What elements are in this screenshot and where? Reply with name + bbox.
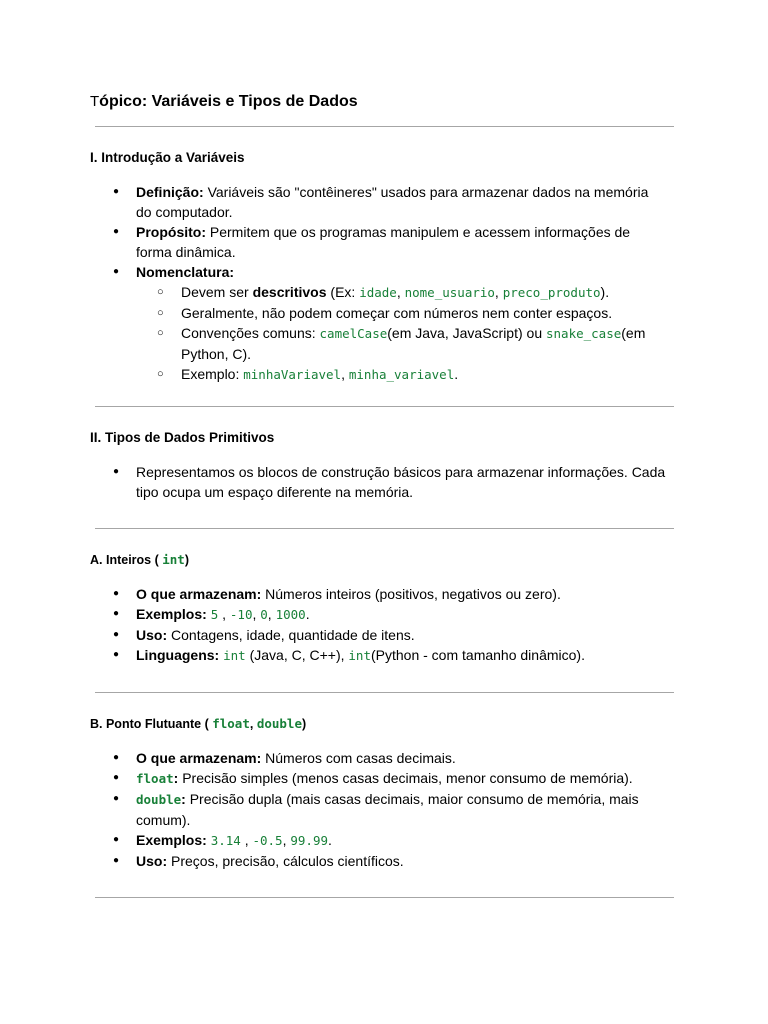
list-item: ● float: Precisão simples (menos casas decimais, menor consumo de memória). [0, 768, 666, 789]
sub-list-item: ○ Convenções comuns: camelCase(em Java, JavaScript) ou snake_case(em Python, C). [136, 323, 671, 364]
list-item: ● double: Precisão dupla (mais casas decimais, maior consumo de memória, mais comum). [0, 789, 666, 830]
tipos-list [0, 462, 768, 502]
section-heading-inteiros: A. Inteiros ( int) [90, 552, 189, 567]
list-item: ● Representamos os blocos de construção básicos para armazenar informações. Cada tipo ocupa um espaço diferente na memória. [0, 462, 666, 502]
list-item: ● Nomenclatura: ○ Devem ser descritivos (Ex: idade, nome_usuario, preco_produto). ○ Geralmente, não podem começar com números nem conter espaços. ○ Convenções comuns: camelCase(em Java, JavaScript) ou snake_case(em Python, C). ○ Exemplo: minhaVariavel, minha_variavel. [0, 262, 666, 385]
divider-5 [95, 897, 674, 898]
divider-3 [95, 528, 674, 529]
list-item: ● O que armazenam: Números com casas decimais. [0, 748, 666, 768]
ponto-flutuante-list [0, 748, 768, 871]
divider-2 [95, 406, 674, 407]
list-item: ● Exemplos: 5 , -10, 0, 1000. [0, 604, 666, 625]
sub-list-item: ○ Geralmente, não podem começar com números nem conter espaços. [136, 303, 671, 323]
sub-list-item: ○ Exemplo: minhaVariavel, minha_variavel. [136, 364, 671, 385]
title-prefix: T [90, 93, 100, 110]
page-title [90, 93, 358, 111]
section-heading-variaveis: I. Introdução a Variáveis [90, 150, 245, 165]
list-item: ● O que armazenam: Números inteiros (positivos, negativos ou zero). [0, 584, 666, 604]
inteiros-list [0, 584, 768, 666]
divider-1 [95, 126, 674, 127]
title-rest: ópico: Variáveis e Tipos de Dados [99, 93, 358, 110]
divider-4 [95, 692, 674, 693]
list-item: ● Uso: Preços, precisão, cálculos científicos. [0, 851, 666, 871]
list-item: ● Definição: Variáveis são "contêineres" usados para armazenar dados na memória do computador. [0, 182, 666, 222]
section-heading-ponto-flutuante: B. Ponto Flutuante ( float, double) [90, 716, 307, 731]
list-item: ● Propósito: Permitem que os programas manipulem e acessem informações de forma dinâmica. [0, 222, 666, 262]
list-item: ● Exemplos: 3.14 , -0.5, 99.99. [0, 830, 666, 851]
section-heading-tipos: II. Tipos de Dados Primitivos [90, 430, 275, 445]
variaveis-list [0, 182, 768, 385]
nomenclatura-sublist [136, 282, 666, 385]
sub-list-item: ○ Devem ser descritivos (Ex: idade, nome_usuario, preco_produto). [136, 282, 671, 303]
list-item: ● Uso: Contagens, idade, quantidade de itens. [0, 625, 666, 645]
list-item: ● Linguagens: int (Java, C, C++), int(Python - com tamanho dinâmico). [0, 645, 666, 666]
